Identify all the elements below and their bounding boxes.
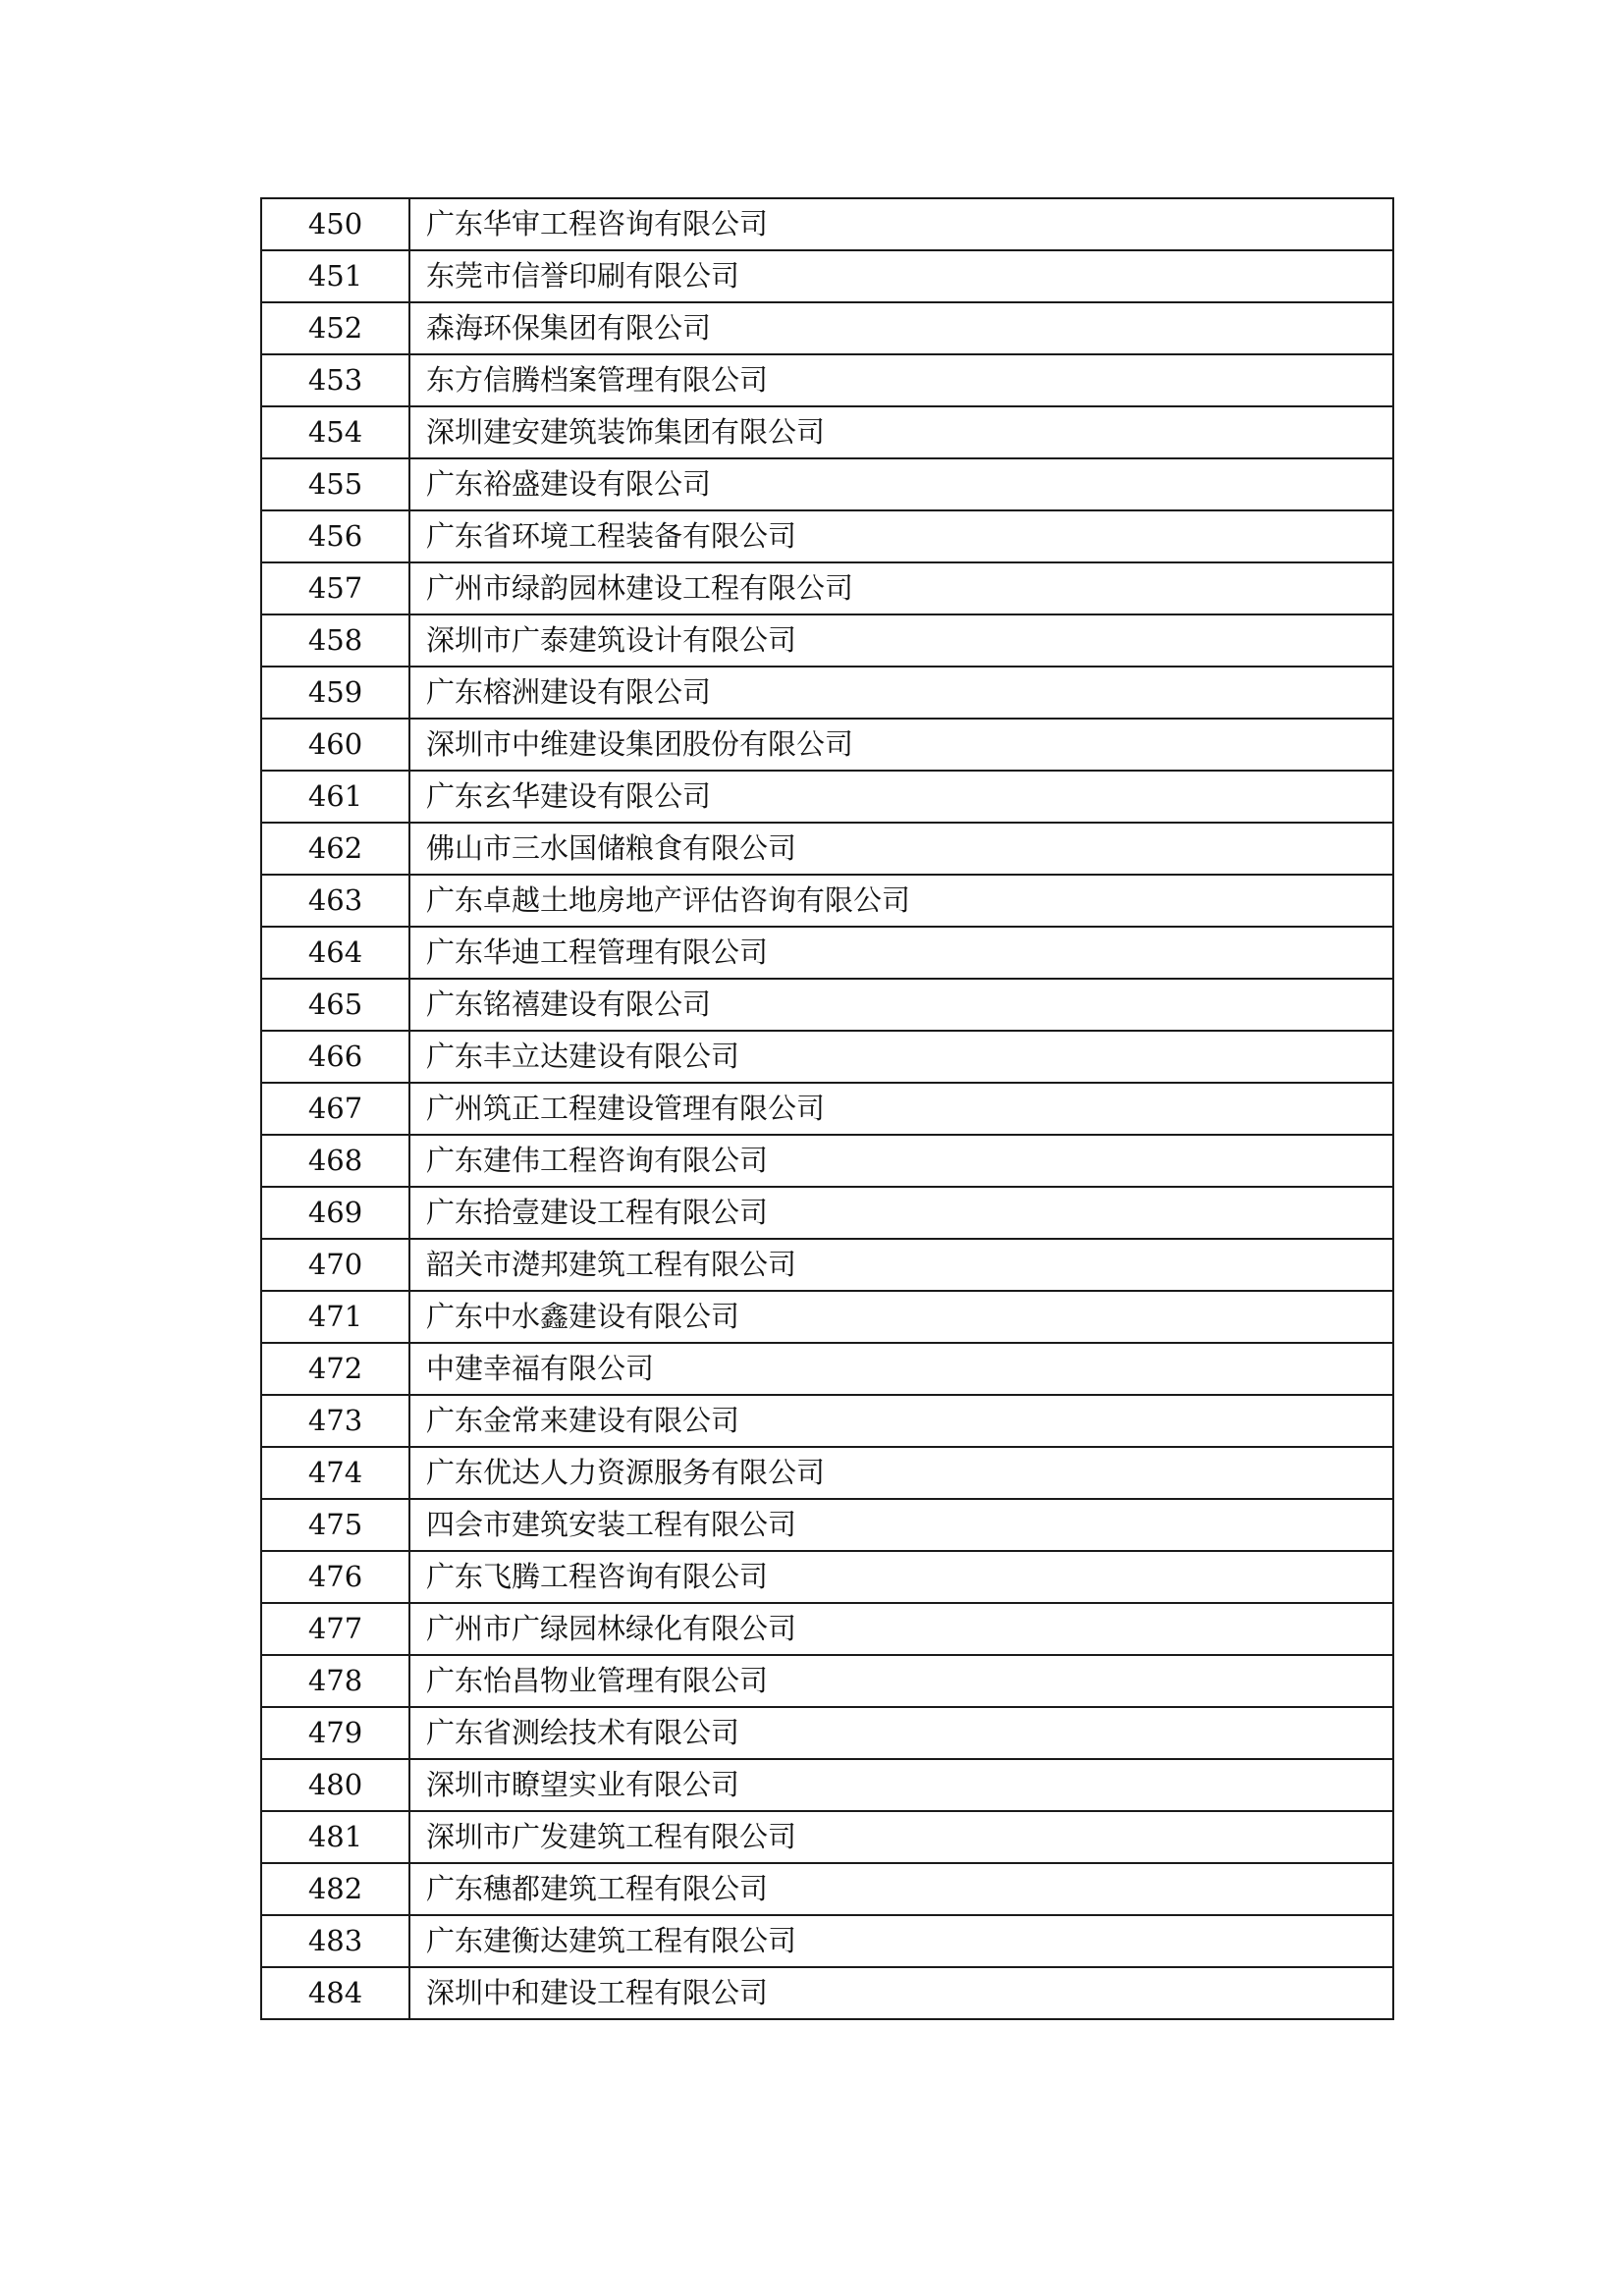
row-number-cell: 458: [261, 614, 409, 667]
company-list-body: [261, 198, 1393, 2019]
company-name-cell: 深圳中和建设工程有限公司: [409, 1967, 1393, 2019]
table-row: [261, 250, 1393, 302]
row-number-cell: 477: [261, 1603, 409, 1655]
table-row: [261, 1031, 1393, 1083]
company-name-cell: 广东卓越土地房地产评估咨询有限公司: [409, 875, 1393, 927]
row-number-cell: 451: [261, 250, 409, 302]
table-row: [261, 562, 1393, 614]
table-row: [261, 1655, 1393, 1707]
row-number-cell: 476: [261, 1551, 409, 1603]
company-name-cell: 东方信腾档案管理有限公司: [409, 354, 1393, 406]
company-name-cell: 广州市广绿园林绿化有限公司: [409, 1603, 1393, 1655]
row-number-cell: 453: [261, 354, 409, 406]
table-row: [261, 771, 1393, 823]
table-row: [261, 1343, 1393, 1395]
company-name-cell: 广东榕洲建设有限公司: [409, 667, 1393, 719]
row-number-cell: 483: [261, 1915, 409, 1967]
company-name-cell: 深圳建安建筑装饰集团有限公司: [409, 406, 1393, 458]
company-name-cell: 广州筑正工程建设管理有限公司: [409, 1083, 1393, 1135]
company-name-cell: 深圳市瞭望实业有限公司: [409, 1759, 1393, 1811]
company-name-cell: 中建幸福有限公司: [409, 1343, 1393, 1395]
row-number-cell: 462: [261, 823, 409, 875]
table-row: [261, 979, 1393, 1031]
company-name-cell: 广东建伟工程咨询有限公司: [409, 1135, 1393, 1187]
table-row: [261, 510, 1393, 562]
company-name-cell: 广东省环境工程装备有限公司: [409, 510, 1393, 562]
table-row: [261, 1551, 1393, 1603]
row-number-cell: 469: [261, 1187, 409, 1239]
table-row: [261, 406, 1393, 458]
company-name-cell: 广东拾壹建设工程有限公司: [409, 1187, 1393, 1239]
row-number-cell: 465: [261, 979, 409, 1031]
company-name-cell: 广东怡昌物业管理有限公司: [409, 1655, 1393, 1707]
table-row: [261, 458, 1393, 510]
row-number-cell: 473: [261, 1395, 409, 1447]
table-row: [261, 614, 1393, 667]
table-row: [261, 1863, 1393, 1915]
table-row: [261, 1915, 1393, 1967]
table-row: [261, 1707, 1393, 1759]
row-number-cell: 470: [261, 1239, 409, 1291]
row-number-cell: 454: [261, 406, 409, 458]
company-name-cell: 深圳市广发建筑工程有限公司: [409, 1811, 1393, 1863]
row-number-cell: 481: [261, 1811, 409, 1863]
row-number-cell: 467: [261, 1083, 409, 1135]
table-row: [261, 927, 1393, 979]
company-name-cell: 广东铭禧建设有限公司: [409, 979, 1393, 1031]
company-name-cell: 四会市建筑安装工程有限公司: [409, 1499, 1393, 1551]
company-name-cell: 深圳市中维建设集团股份有限公司: [409, 719, 1393, 771]
company-name-cell: 广东华审工程咨询有限公司: [409, 198, 1393, 250]
row-number-cell: 450: [261, 198, 409, 250]
row-number-cell: 479: [261, 1707, 409, 1759]
table-row: [261, 823, 1393, 875]
company-name-cell: 广东建衡达建筑工程有限公司: [409, 1915, 1393, 1967]
row-number-cell: 452: [261, 302, 409, 354]
company-name-cell: 广东华迪工程管理有限公司: [409, 927, 1393, 979]
table-row: [261, 1603, 1393, 1655]
row-number-cell: 466: [261, 1031, 409, 1083]
row-number-cell: 472: [261, 1343, 409, 1395]
table-row: [261, 1187, 1393, 1239]
row-number-cell: 455: [261, 458, 409, 510]
row-number-cell: 459: [261, 667, 409, 719]
company-name-cell: 广东丰立达建设有限公司: [409, 1031, 1393, 1083]
table-row: [261, 1239, 1393, 1291]
company-name-cell: 韶关市濋邦建筑工程有限公司: [409, 1239, 1393, 1291]
row-number-cell: 482: [261, 1863, 409, 1915]
company-name-cell: 广东裕盛建设有限公司: [409, 458, 1393, 510]
row-number-cell: 457: [261, 562, 409, 614]
table-row: [261, 1499, 1393, 1551]
row-number-cell: 484: [261, 1967, 409, 2019]
company-name-cell: 佛山市三水国储粮食有限公司: [409, 823, 1393, 875]
row-number-cell: 471: [261, 1291, 409, 1343]
table-row: [261, 1291, 1393, 1343]
row-number-cell: 475: [261, 1499, 409, 1551]
table-row: [261, 1967, 1393, 2019]
table-row: [261, 875, 1393, 927]
company-name-cell: 广东优达人力资源服务有限公司: [409, 1447, 1393, 1499]
table-row: [261, 302, 1393, 354]
row-number-cell: 463: [261, 875, 409, 927]
table-row: [261, 719, 1393, 771]
company-name-cell: 深圳市广泰建筑设计有限公司: [409, 614, 1393, 667]
company-name-cell: 广东穗都建筑工程有限公司: [409, 1863, 1393, 1915]
table-row: [261, 354, 1393, 406]
row-number-cell: 468: [261, 1135, 409, 1187]
company-name-cell: 广东金常来建设有限公司: [409, 1395, 1393, 1447]
table-row: [261, 1759, 1393, 1811]
company-name-cell: 广东玄华建设有限公司: [409, 771, 1393, 823]
table-row: [261, 1395, 1393, 1447]
table-row: [261, 1811, 1393, 1863]
table-row: [261, 667, 1393, 719]
row-number-cell: 480: [261, 1759, 409, 1811]
row-number-cell: 460: [261, 719, 409, 771]
row-number-cell: 474: [261, 1447, 409, 1499]
table-row: [261, 1135, 1393, 1187]
company-name-cell: 森海环保集团有限公司: [409, 302, 1393, 354]
table-row: [261, 1083, 1393, 1135]
company-name-cell: 广东中水鑫建设有限公司: [409, 1291, 1393, 1343]
company-name-cell: 广东飞腾工程咨询有限公司: [409, 1551, 1393, 1603]
row-number-cell: 456: [261, 510, 409, 562]
row-number-cell: 478: [261, 1655, 409, 1707]
row-number-cell: 461: [261, 771, 409, 823]
company-name-cell: 东莞市信誉印刷有限公司: [409, 250, 1393, 302]
company-list-table: [260, 197, 1394, 2020]
company-name-cell: 广东省测绘技术有限公司: [409, 1707, 1393, 1759]
row-number-cell: 464: [261, 927, 409, 979]
company-name-cell: 广州市绿韵园林建设工程有限公司: [409, 562, 1393, 614]
table-row: [261, 1447, 1393, 1499]
table-row: [261, 198, 1393, 250]
